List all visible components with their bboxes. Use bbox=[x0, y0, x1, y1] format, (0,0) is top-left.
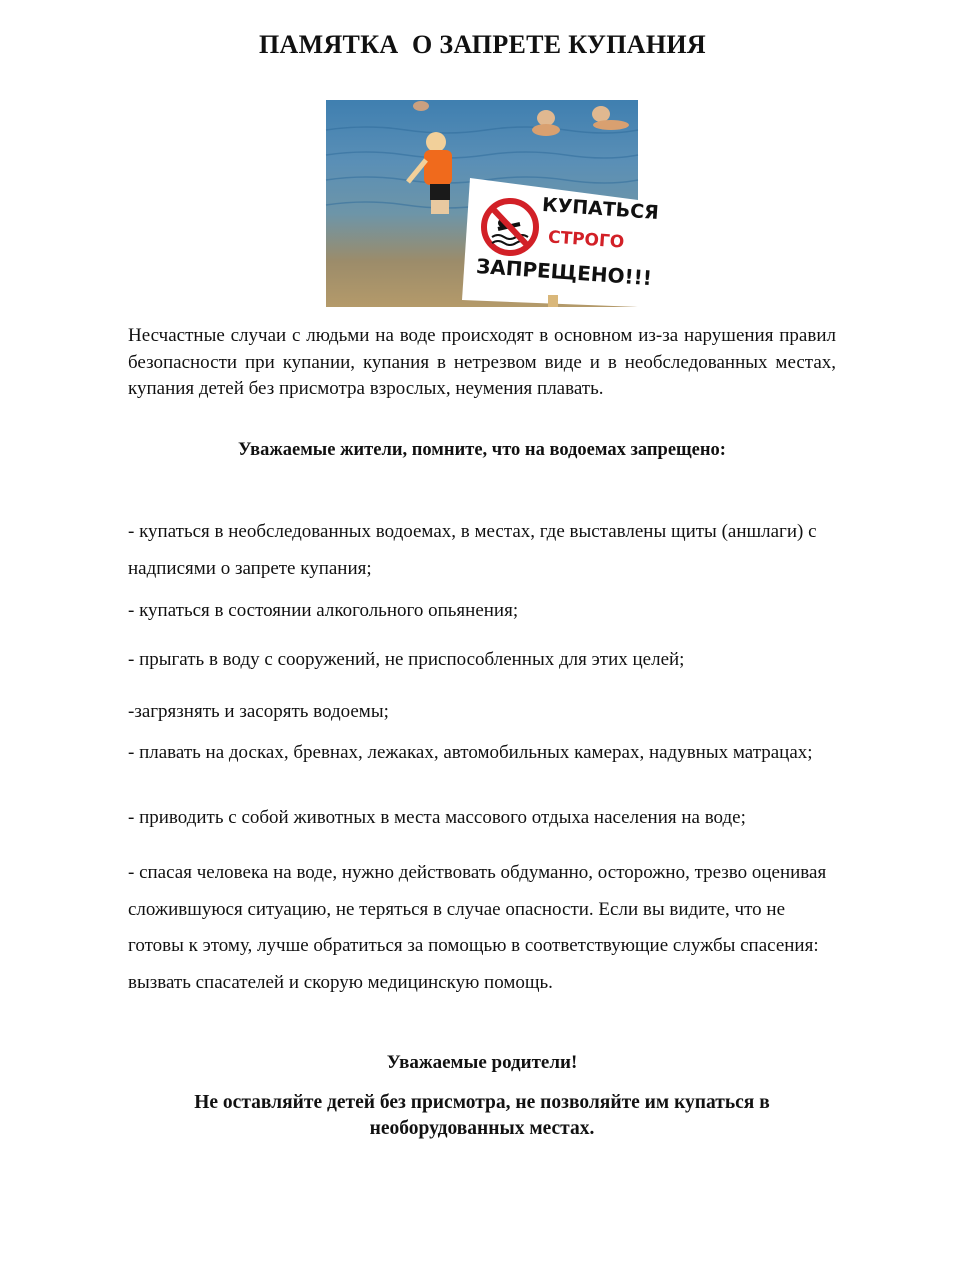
parents-warning: Не оставляйте детей без присмотра, не позволяйте им купаться в необорудованных местах. bbox=[194, 1092, 770, 1139]
sign-text-line1: КУПАТЬСЯ bbox=[541, 193, 660, 225]
rules-heading: Уважаемые жители, помните, что на водоемах запрещено: bbox=[238, 440, 726, 460]
intro-paragraph: Несчастные случаи с людьми на воде происходят в основном из-за нарушения правил безопасности при купании, купания в нетрезвом виде и в необследованных местах, купания детей без присмотра взрослых, неумения плавать. bbox=[128, 325, 836, 399]
rule-item: - прыгать в воду с сооружений, не приспособленных для этих целей; bbox=[128, 649, 685, 670]
rule-item: - плавать на досках, бревнах, лежаках, автомобильных камерах, надувных матрацах; bbox=[128, 742, 813, 763]
rule-item: - купаться в состоянии алкогольного опьянения; bbox=[128, 600, 519, 621]
rule-item: - спасая человека на воде, нужно действовать обдуманно, осторожно, трезво оценивая сложившуюся ситуацию, не теряться в случае опасности. Если вы видите, что не готовы к этому, лучше обратиться за помощью в соответствующие службы спасения: вызвать спасателей и скорую медицинскую помощь. bbox=[128, 862, 827, 993]
page-title: ПАМЯТКА О ЗАПРЕТЕ КУПАНИЯ bbox=[259, 30, 706, 59]
rule-item: - приводить с собой животных в места массового отдыха населения на воде; bbox=[128, 807, 746, 828]
sign-text-line3: ЗАПРЕЩЕНО!!! bbox=[475, 253, 653, 291]
parents-heading: Уважаемые родители! bbox=[386, 1052, 578, 1073]
swimmers bbox=[413, 101, 629, 136]
sign-text-line2: СТРОГО bbox=[547, 227, 625, 253]
warning-photo bbox=[326, 100, 660, 307]
rule-item: -загрязнять и засорять водоемы; bbox=[128, 701, 389, 722]
child-figure bbox=[408, 132, 452, 214]
rule-item: - купаться в необследованных водоемах, в местах, где выставлены щиты (аншлаги) с надписями о запрете купания; bbox=[128, 521, 817, 579]
